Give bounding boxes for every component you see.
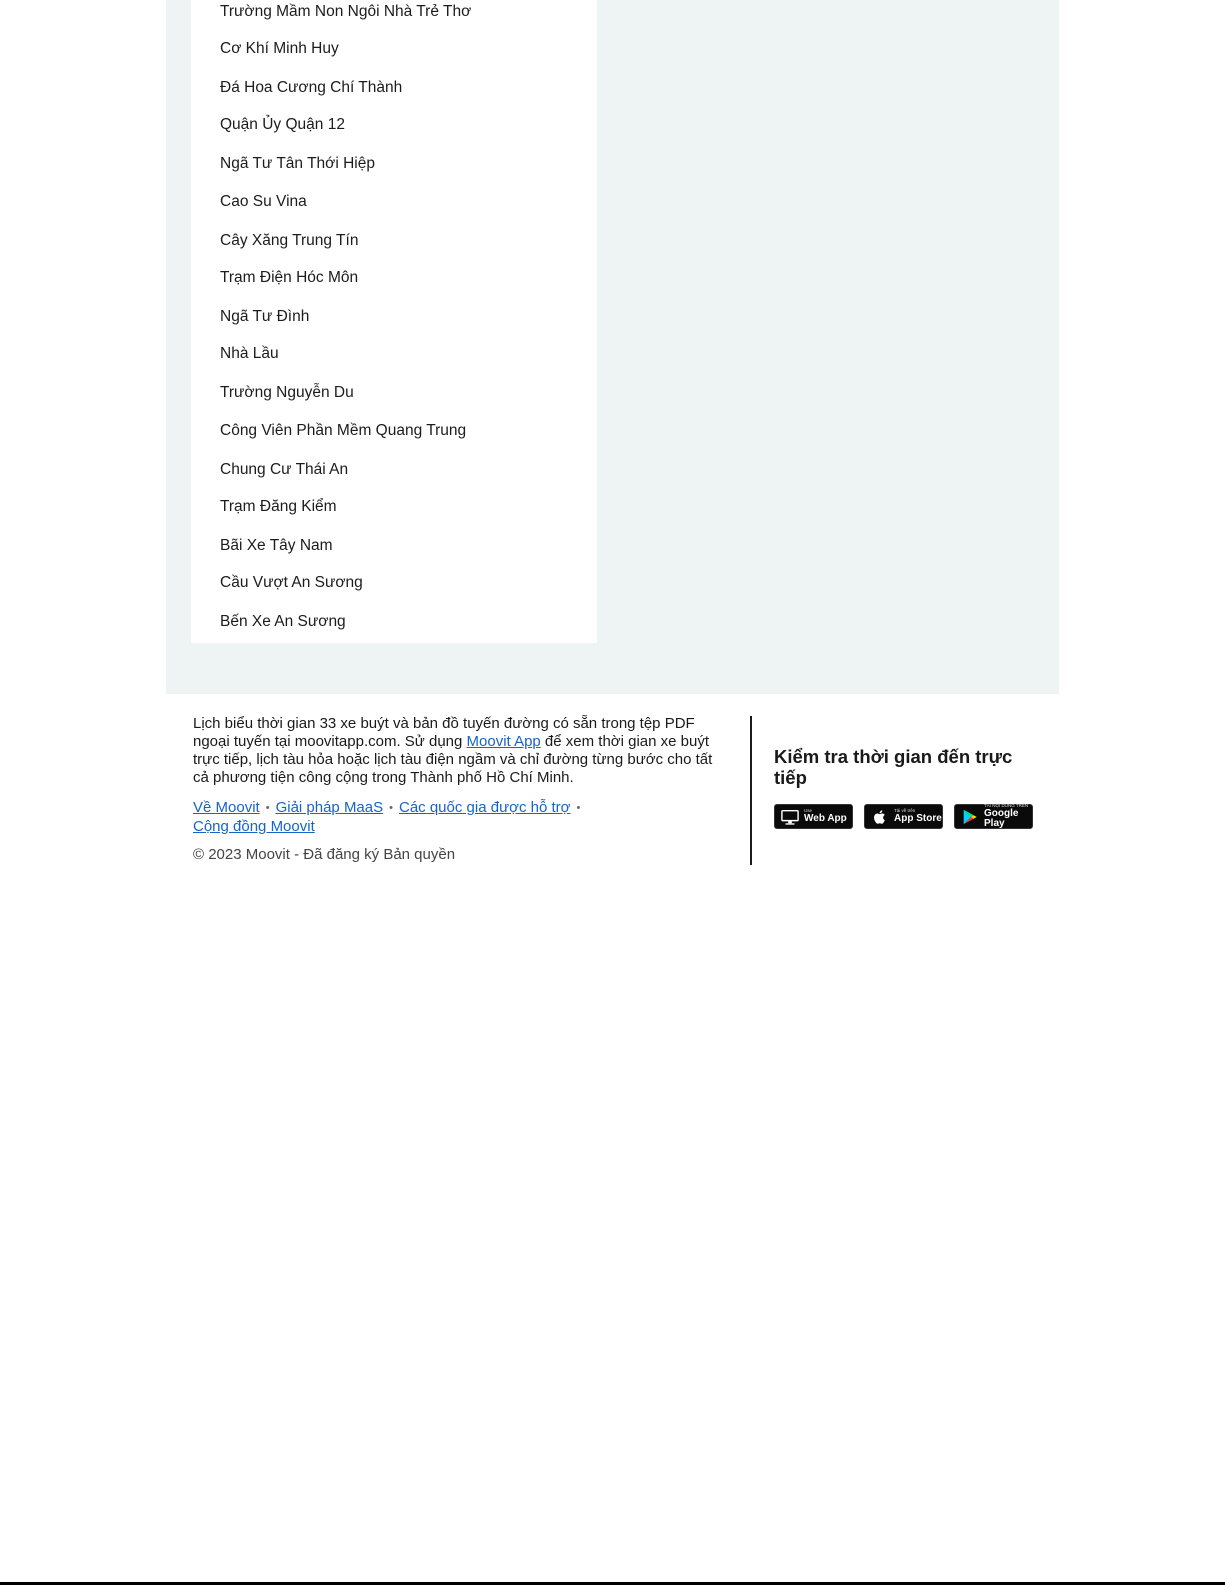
link-separator: •	[389, 802, 393, 814]
badge-small-text: Tải về trên	[894, 808, 916, 814]
stop-item: Nhà Lầu	[220, 345, 279, 362]
badge-big-text: Google Play	[984, 807, 1019, 829]
badge-big-text: App Store	[894, 812, 942, 824]
stop-item: Cây Xăng Trung Tín	[220, 232, 359, 249]
description-text: để xem thời gian xe buýt trực tiếp, lịch tàu hỏa hoặc lịch tàu điện ngầm và chỉ đường từng bước cho tất cả phương tiện công cộng trong Thành phố Hồ Chí Minh.	[193, 733, 713, 786]
stop-list-card	[191, 0, 597, 643]
footer-info	[193, 715, 728, 864]
stop-item: Bến Xe An Sương	[220, 613, 346, 630]
stop-item: Cơ Khí Minh Huy	[220, 40, 339, 57]
stop-item: Trường Nguyễn Du	[220, 384, 354, 401]
stop-item: Ngã Tư Tân Thới Hiệp	[220, 155, 375, 172]
footer-divider	[750, 716, 752, 865]
footer-links	[193, 799, 728, 836]
badge-text	[984, 804, 1032, 829]
footer-description	[193, 715, 728, 787]
badge-text	[894, 809, 942, 824]
badge-small-text: Use	[804, 808, 813, 814]
web-app-badge[interactable]	[774, 804, 853, 829]
monitor-icon	[781, 808, 799, 826]
about-moovit-link[interactable]: Về Moovit	[193, 799, 260, 816]
description-text: Lịch biểu thời gian 33 xe buýt và bản đồ tuyến đường có sẵn trong tệp PDF ngoại tuyến tại moovitapp.com. Sử dụng	[193, 715, 695, 750]
google-play-icon	[961, 808, 979, 826]
stop-item: Trạm Điện Hóc Môn	[220, 269, 359, 286]
app-download-section	[774, 746, 1044, 829]
link-separator: •	[265, 802, 270, 814]
stop-item: Quận Ủy Quận 12	[220, 116, 345, 133]
stop-item: Công Viên Phần Mềm Quang Trung	[220, 422, 467, 439]
stop-item: Đá Hoa Cương Chí Thành	[220, 79, 403, 96]
stop-item: Trạm Đăng Kiểm	[220, 498, 337, 515]
apple-icon	[871, 808, 889, 826]
badge-small-text: TẢI NỘI DUNG TRÊN	[984, 803, 1029, 809]
stop-item: Cầu Vượt An Sương	[220, 574, 363, 591]
cta-title: Kiểm tra thời gian đến trực tiếp	[774, 746, 1013, 788]
copyright: © 2023 Moovit - Đã đăng ký Bản quyền	[193, 846, 456, 863]
stop-item: Trường Mầm Non Ngôi Nhà Trẻ Thơ	[220, 3, 472, 20]
app-store-badge[interactable]	[864, 804, 943, 829]
stop-item: Chung Cư Thái An	[220, 461, 349, 478]
app-badges	[774, 804, 1044, 829]
stop-item: Bãi Xe Tây Nam	[220, 537, 333, 554]
stop-item: Cao Su Vina	[220, 193, 307, 210]
badge-big-text: Web App	[804, 812, 847, 824]
maas-solutions-link[interactable]: Giải pháp MaaS	[275, 799, 384, 816]
badge-text	[804, 809, 847, 824]
moovit-community-link[interactable]: Cộng đồng Moovit	[193, 818, 315, 835]
stop-item: Ngã Tư Đình	[220, 308, 310, 325]
google-play-badge[interactable]	[954, 804, 1033, 829]
link-separator: •	[576, 802, 581, 814]
supported-countries-link[interactable]: Các quốc gia được hỗ trợ	[399, 799, 571, 816]
moovit-app-link[interactable]: Moovit App	[466, 733, 541, 750]
